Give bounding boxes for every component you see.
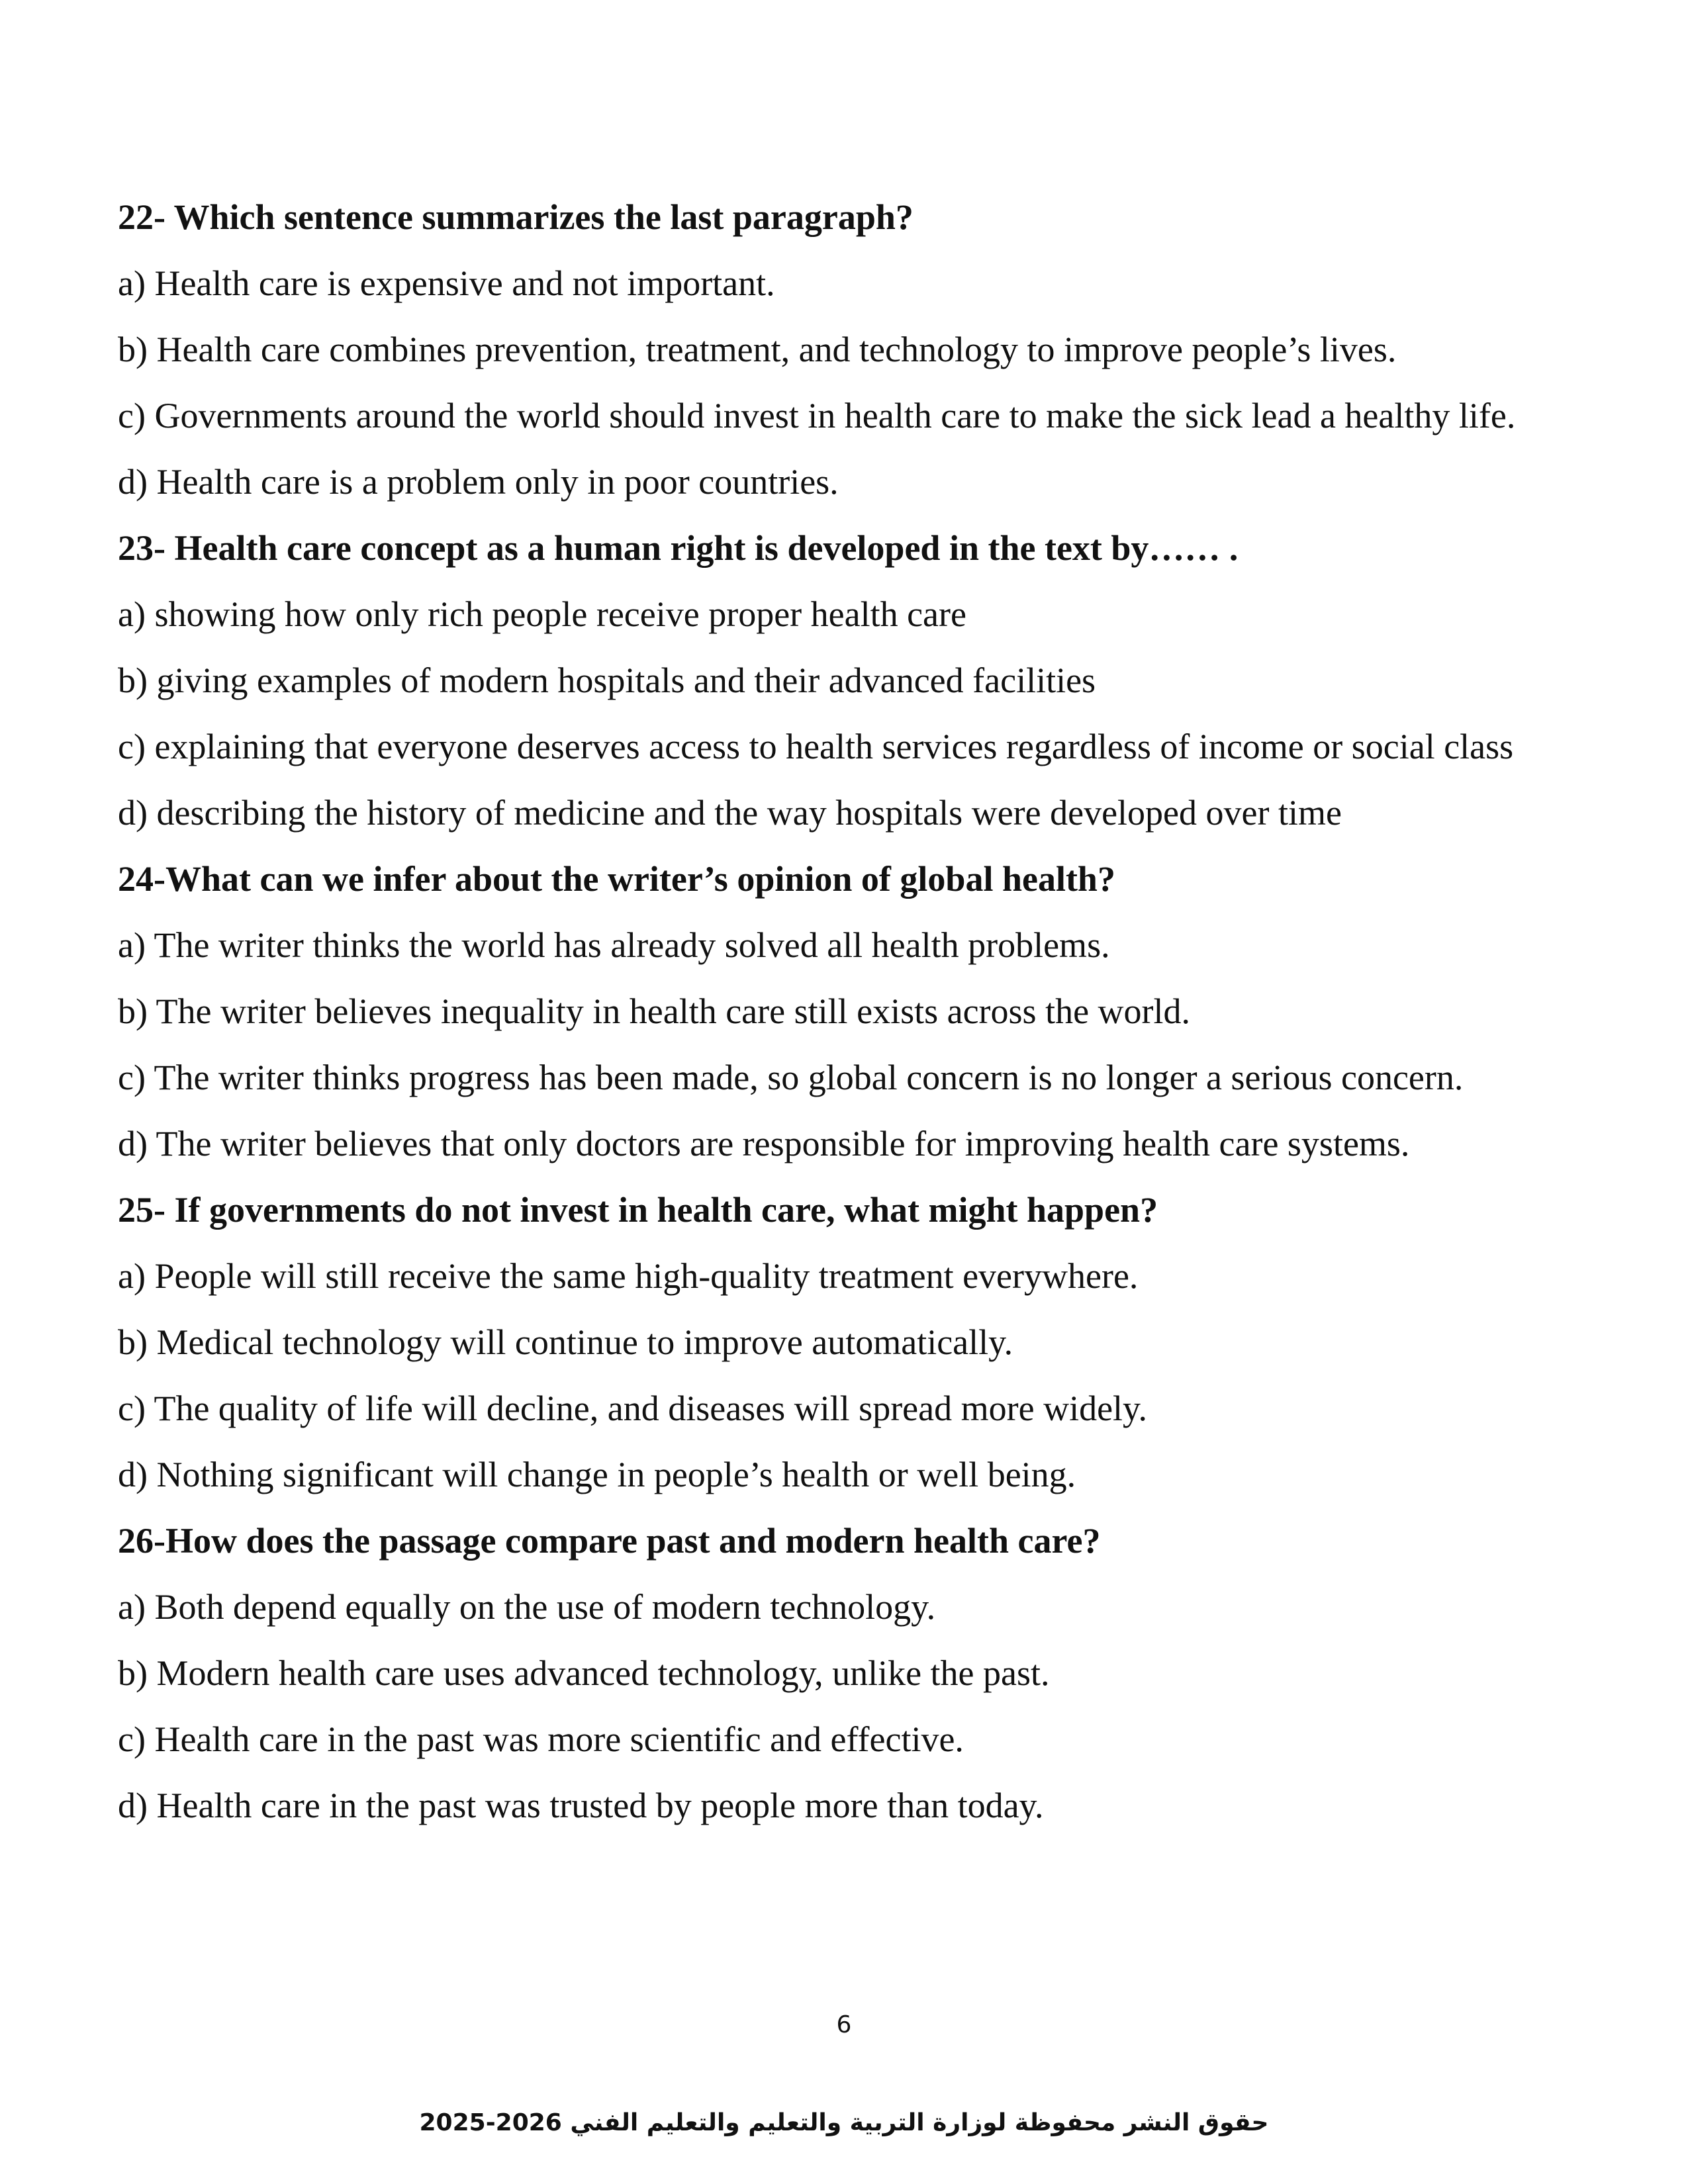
answer-option-a: a) Health care is expensive and not important.	[118, 263, 775, 303]
copyright-footer: حقوق النشر محفوظة لوزارة التربية والتعليم والتعليم الفني 2026-2025	[419, 2109, 1269, 2136]
answer-option-d: d) Health care is a problem only in poor countries.	[118, 462, 839, 502]
answer-option-c: c) explaining that everyone deserves access to health services regardless of income or social class	[118, 727, 1514, 766]
question-title: 24-What can we infer about the writer’s opinion of global health?	[118, 859, 1115, 899]
answer-option-a: a) People will still receive the same high-quality treatment everywhere.	[118, 1256, 1139, 1296]
question-title: 23- Health care concept as a human right is developed in the text by…… .	[118, 528, 1239, 568]
page-number: 6	[836, 2011, 852, 2038]
answer-option-c: c) The quality of life will decline, and diseases will spread more widely.	[118, 1388, 1148, 1428]
answer-option-d: d) Nothing significant will change in people’s health or well being.	[118, 1455, 1076, 1494]
answer-option-a: a) The writer thinks the world has already solved all health problems.	[118, 925, 1110, 965]
answer-option-d: d) Health care in the past was trusted by people more than today.	[118, 1786, 1044, 1825]
question-list	[118, 196, 1594, 1850]
answer-option-c: c) The writer thinks progress has been made, so global concern is no longer a serious concern.	[118, 1058, 1464, 1097]
answer-option-d: d) The writer believes that only doctors are responsible for improving health care systems.	[118, 1124, 1410, 1163]
answer-option-b: b) giving examples of modern hospitals and their advanced facilities	[118, 660, 1096, 700]
question-title: 22- Which sentence summarizes the last paragraph?	[118, 197, 914, 237]
answer-option-c: c) Governments around the world should invest in health care to make the sick lead a healthy life.	[118, 396, 1516, 435]
answer-option-b: b) Health care combines prevention, treatment, and technology to improve people’s lives.	[118, 330, 1397, 369]
question-25	[118, 1189, 1594, 1496]
question-title: 26-How does the passage compare past and modern health care?	[118, 1521, 1101, 1561]
answer-option-d: d) describing the history of medicine and the way hospitals were developed over time	[118, 793, 1342, 833]
answer-option-c: c) Health care in the past was more scientific and effective.	[118, 1719, 964, 1759]
answer-option-b: b) Modern health care uses advanced technology, unlike the past.	[118, 1653, 1050, 1693]
answer-option-a: a) showing how only rich people receive proper health care	[118, 594, 966, 634]
question-title: 25- If governments do not invest in health care, what might happen?	[118, 1190, 1158, 1230]
answer-option-a: a) Both depend equally on the use of modern technology.	[118, 1587, 936, 1627]
question-23	[118, 527, 1594, 834]
question-26	[118, 1520, 1594, 1827]
question-24	[118, 858, 1594, 1165]
answer-option-b: b) The writer believes inequality in health care still exists across the world.	[118, 991, 1191, 1031]
question-22	[118, 196, 1594, 503]
answer-option-b: b) Medical technology will continue to improve automatically.	[118, 1322, 1013, 1362]
